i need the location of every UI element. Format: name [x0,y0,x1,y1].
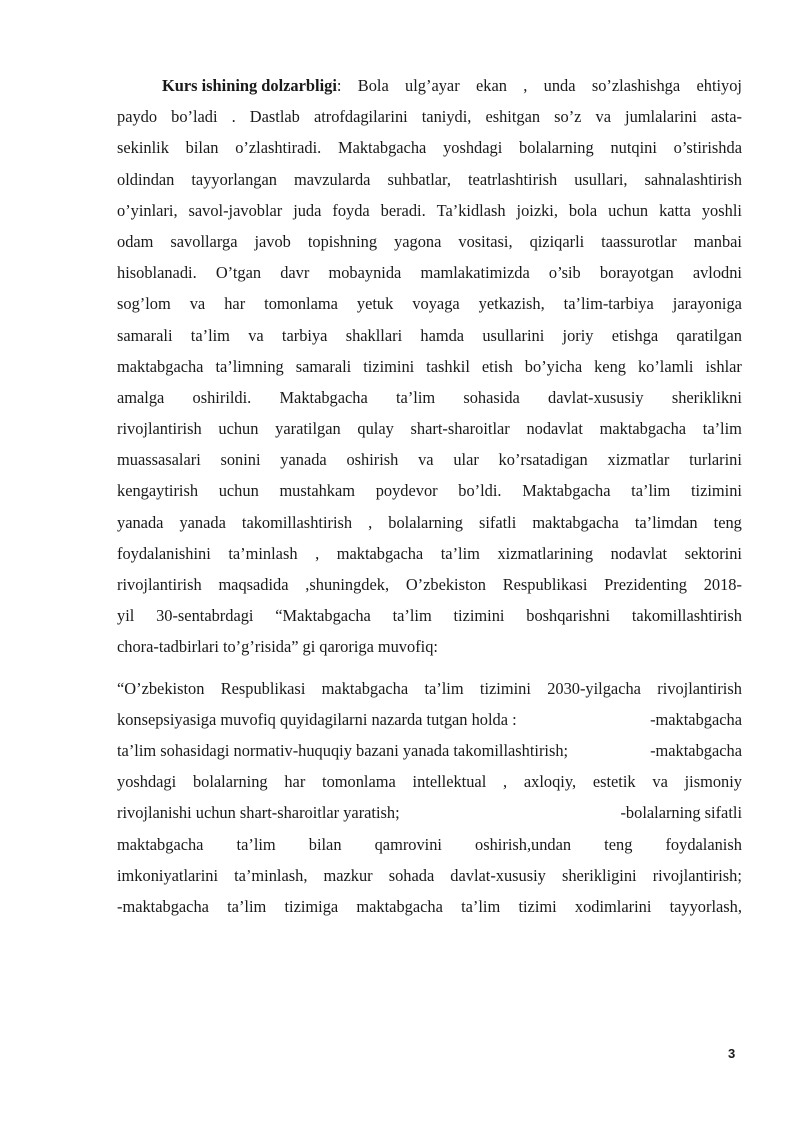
word: ta’lim [702,419,742,439]
word: suhbatlar, [387,169,451,189]
word: ko’lamli [637,356,694,376]
word: o’sib [548,263,581,283]
word: etish [481,356,513,376]
word: muvofiq: [377,637,438,657]
word: ta’lim [392,606,432,626]
word: tayyorlangan [191,169,277,189]
word: maktabgacha [117,356,204,376]
word: davlat-xususiy [450,865,546,885]
word: ta’lim [440,543,480,563]
word: yoshdagi [443,138,503,158]
text-line [117,101,742,132]
word: yanada [179,512,226,532]
word: takomillashtirish [241,512,353,532]
word: tizimini [363,356,415,376]
word: jismoniy [684,772,742,792]
word: asta- [711,107,742,127]
text-line [117,257,742,288]
word: 2030-yilgacha [547,678,641,698]
word: joriy [562,325,594,345]
word: sekinlik [117,138,169,158]
word: ta’lim [190,325,230,345]
text-line [117,507,742,538]
word: mobaynida [328,263,402,283]
word: etishga [611,325,659,345]
word: teng [713,512,742,532]
word: o’stirishda [673,138,742,158]
word: foydalanish [665,834,742,854]
section-heading: Kurs ishining dolzarbligi [162,76,337,95]
word: topishning [307,231,378,251]
word: ta’lim [236,834,276,854]
word: poydevor [375,481,438,501]
word: estetik [592,772,636,792]
word: yetkazish, [478,294,545,314]
word: foyda [332,200,370,220]
word: O’zbekiston [405,575,486,594]
word: yoshdagi [117,772,177,792]
word: turlarini [689,450,742,470]
text-line [117,164,742,195]
word: har [284,772,306,792]
word: , [523,76,528,95]
text-line [117,132,742,163]
word: bolalarning [388,512,463,532]
word: ta’lim [461,896,501,916]
paragraph-2 [117,673,742,923]
word: , [503,772,508,792]
word: oshirildi. [192,387,252,407]
line-segment-left: konsepsiyasiga muvofiq quyidagilarni nazarda tutgan holda : [117,709,517,729]
word: boshqarishni [526,606,611,626]
word: ta’lim [395,387,436,407]
word: imkoniyatlarini [117,865,219,885]
word: nodavlat [526,419,583,439]
word: so’zlashishga [591,76,681,95]
word: sonini [220,450,261,470]
word: to’g’risida” [222,637,299,657]
word: va [652,772,668,792]
word: ta’limdan [634,512,698,532]
text-line [117,538,742,569]
word: sherikligini [561,865,637,885]
word: maktabgacha [599,419,687,439]
word: axloqiy, [523,772,577,792]
text-line [117,600,742,631]
word: xizmatlar [607,450,670,470]
word: maktabgacha [117,834,204,854]
word: ekan [475,76,507,95]
word: sektorini [684,543,742,563]
word: o’yinlari, [117,200,178,220]
word: manbai [693,231,742,251]
word: samarali [295,356,352,376]
word: ta’minlash [228,543,298,563]
word: qiziqarli [529,231,585,251]
word: , [368,512,373,532]
word: keng [594,356,626,376]
word: foydalanishini [117,543,211,563]
word: oshirish [346,450,399,470]
word: teng [604,834,633,854]
word: . [231,107,236,127]
word: yagona [394,231,442,251]
word: bilan [308,834,342,854]
word: tomonlama [322,772,396,792]
word: tizimi [518,896,557,916]
word: taniydi, [421,107,472,127]
word: tayyorlash, [669,896,742,916]
word: , [315,543,320,563]
word: rivojlantirish; [652,865,742,885]
word: ta’limning [215,356,284,376]
text-line [117,320,742,351]
word: qulay [357,419,394,439]
word: taassurotlar [601,231,677,251]
word: maktabgacha [532,512,619,532]
word: ular [453,450,479,470]
word: borayotgan [599,263,674,283]
body-text [117,70,742,922]
word: shakllari [345,325,403,345]
word: intellektual [412,772,487,792]
word: tarbiya [281,325,328,345]
word: 30-sentabrdagi [156,606,254,626]
word: ta’lim-tarbiya [563,294,654,314]
word: 2018- [703,575,742,594]
text-line [117,829,742,860]
text-line [117,413,742,444]
word: va [418,450,434,470]
line-segment-right: -bolalarning sifatli [620,803,742,823]
word: bo’ldi. [458,481,502,501]
word: atrofdagilarini [313,107,408,127]
word: usullarini [482,325,545,345]
word: va [595,107,611,127]
word: bola [568,200,598,220]
word: unda [543,76,576,95]
paragraph-first-line [117,70,742,101]
word: mustahkam [279,481,356,501]
word: samarali [117,325,173,345]
word: ishlar [705,356,742,376]
word: uchun [218,481,259,501]
text-line [117,569,742,600]
heading-group [162,70,341,101]
word: beradi. [380,200,426,220]
word: Respublikasi [502,575,588,594]
word: bo’ladi [171,107,218,127]
paragraph-1 [117,101,742,662]
word: odam [117,231,154,251]
word: yanada [280,450,327,470]
text-line [117,766,742,797]
word: paydo [117,107,158,127]
word: xizmatlarining [497,543,594,563]
text-line [117,860,742,891]
word: ,shuningdek, [305,575,390,594]
word: tizimini [690,481,742,501]
word: ehtiyoj [696,76,742,95]
word: bolalarning [192,772,268,792]
word: rivojlantirish [657,678,742,698]
word: sheriklikni [671,387,742,407]
word: maktabgacha [321,678,409,698]
word: jumlalarini [625,107,697,127]
word: amalga [117,387,165,407]
text-line [117,475,742,506]
word: voyaga [412,294,460,314]
word: Ta’kidlash [436,200,506,220]
word: katta [659,200,691,220]
word: nodavlat [610,543,668,563]
word: Maktabgacha [279,387,368,407]
word: muassasalari [117,450,201,470]
word: tomonlama [264,294,338,314]
word: nutqini [610,138,657,158]
word: so’z [554,107,582,127]
word: gi [302,637,316,657]
line-segment-left: ta’lim sohasidagi normativ-huquqiy bazani yanada takomillashtirish; [117,740,569,760]
word: juda [293,200,322,220]
word: -maktabgacha [117,896,209,916]
text-line [117,891,742,922]
word: sifatli [478,512,517,532]
word: jarayoniga [672,294,742,314]
word: takomillashtirish [631,606,742,626]
word: “O’zbekiston [117,678,205,698]
word: uchun [608,200,649,220]
text-line [117,288,742,319]
word: uchun [218,419,259,439]
word: O’tgan [215,263,262,283]
word: Prezidenting [604,575,687,594]
word: qaratilgan [676,325,742,345]
word: hamda [420,325,465,345]
word: davlat-xususiy [548,387,644,407]
word: xodimlarini [574,896,652,916]
word: eshitgan [485,107,541,127]
word: yoshli [701,200,742,220]
word: oldindan [117,169,175,189]
text-line [117,444,742,475]
word: Dastlab [249,107,300,127]
word: o’zlashtiradi. [235,138,322,158]
word: oshirish,undan [475,834,572,854]
word: davr [280,263,310,283]
word: chora-tadbirlari [117,637,219,657]
line-segment-right: -maktabgacha [650,740,742,760]
word: mavzularda [293,169,371,189]
word: bolalarning [519,138,594,158]
word: ulg’ayar [405,76,460,95]
text-line [117,704,742,735]
word: mamlakatimizda [420,263,530,283]
text-line [117,797,742,828]
word: maqsadida [218,575,289,594]
word: kengaytirish [117,481,199,501]
word: sog’lom [117,294,171,314]
word: usullari, [574,169,628,189]
word: tashkil [426,356,470,376]
text-line [117,351,742,382]
word: ta’lim [227,896,267,916]
word: ta’lim [631,481,671,501]
word: bilan [185,138,219,158]
line-segment-right: -maktabgacha [650,709,742,729]
text-line [117,226,742,257]
word: yaratilgan [275,419,341,439]
word: ko’rsatadigan [498,450,588,470]
word: sohada [388,865,435,885]
word: yil [117,606,135,626]
word: Respublikasi [220,678,306,698]
word: yanada [117,512,164,532]
heading-colon: : [336,76,342,95]
word: “Maktabgacha [275,606,371,626]
word: javob [254,231,291,251]
word: savol-javoblar [188,200,283,220]
text-line [117,195,742,226]
word: qamrovini [374,834,442,854]
word: teatrlashtirish [467,169,558,189]
word: ta’minlash, [234,865,308,885]
word: shart-sharoitlar [410,419,510,439]
word: rivojlantirish [117,419,202,439]
text-line [117,382,742,413]
page-number: 3 [728,1046,736,1061]
word: tizimini [479,678,531,698]
word: tizimiga [284,896,339,916]
word: savollarga [170,231,238,251]
text-line [117,735,742,766]
word: qaroriga [319,637,374,657]
word: sohasida [463,387,520,407]
word: mazkur [323,865,373,885]
word: yetuk [356,294,394,314]
word: hisoblanadi. [117,263,197,283]
word: maktabgacha [356,896,443,916]
word: va [189,294,206,314]
word: Bola [357,76,389,95]
word: sahnalashtirish [644,169,742,189]
word: rivojlantirish [117,575,202,594]
text-line [117,631,742,662]
word: ta’lim [424,678,464,698]
word: har [224,294,246,314]
word: joizki, [516,200,558,220]
word: avlodni [692,263,742,283]
word: Maktabgacha [338,138,427,158]
text-line [117,673,742,704]
word: bo’yicha [524,356,583,376]
word: tizimini [453,606,505,626]
word: maktabgacha [336,543,424,563]
word: Maktabgacha [522,481,611,501]
word: va [248,325,264,345]
line-segment-left: rivojlanishi uchun shart-sharoitlar yaratish; [117,803,400,823]
word: vositasi, [458,231,513,251]
